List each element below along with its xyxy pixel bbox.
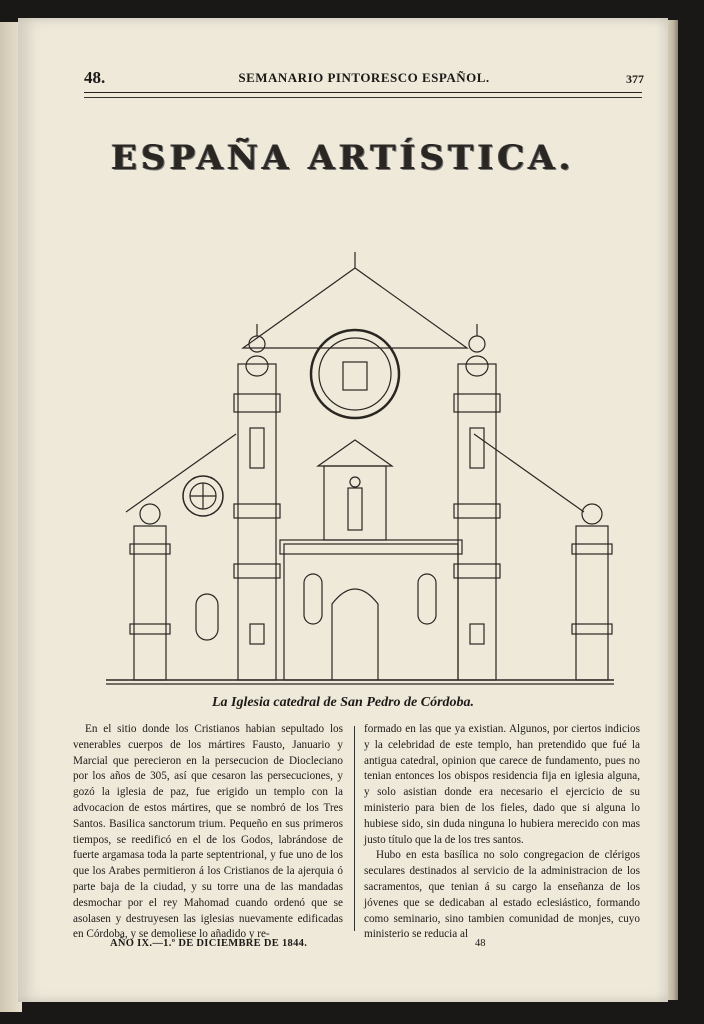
portal [284, 544, 458, 680]
left-tower [238, 364, 276, 680]
paragraph: formado en las que ya existian. Algunos, por ciertos indicios y la celebridad de este templo, han pretendido que fué la antigua catedral, opinion que carece de fundamento, pues no tenian entonces los obispos residencia fija en iglesia alguna, y solo asistian donde era necesario el ejercicio de su ministerio para bien de los fieles, dado que si alguna lo hubiese sido, sin duda ninguna lo hubiera merecido con mas justo título que la de los tres santos. [364, 723, 640, 846]
engraving-caption: La Iglesia catedral de San Pedro de Córdoba. [211, 695, 475, 710]
cathedral-engraving [106, 244, 614, 692]
right-pinnacle-tower [576, 526, 608, 680]
header-rule-thin [84, 97, 642, 98]
page-footer [110, 938, 580, 954]
section-title: ESPAÑA ARTÍSTICA. [111, 138, 575, 178]
magazine-title: SEMANARIO PINTORESCO ESPAÑOL. [238, 70, 490, 85]
right-tower [458, 364, 496, 680]
body-text [73, 722, 643, 941]
magazine-page [18, 18, 668, 1002]
header-rule [84, 92, 642, 93]
left-column [73, 722, 343, 943]
issue-date: AÑO IX.—1.º DE DICIEMBRE DE 1844. [110, 938, 308, 949]
signature-mark: 48 [475, 938, 486, 949]
main-doorway [332, 589, 378, 680]
running-header [84, 68, 644, 94]
issue-number: 48. [84, 68, 106, 87]
pediment-gable [243, 268, 467, 348]
column-divider [354, 726, 355, 931]
page-number: 377 [626, 72, 644, 86]
paragraph: En el sitio donde los Cristianos habian sepultado los venerables cuerpos de los mártires Fausto, Januario y Marcial que perecieron en la persecucion de Diocleciano por los años de 305, así que cesaron las persecuciones, y gozó la iglesia de paz, fue erigido un templo con la advocacion de estos mártires, que se nombró de los Tres Santos. Basilica sanctorum trium. Pequeño en sus primeros tiempos, se reedificó en el de los Godos, labrándose de fuerte argamasa toda la parte septentrional, y fue uno de los que los Arabes permitieron á los Cristianos de la ajerquia ó parte baja de la ciudad, y su torre una de las mandadas desmochar por el rey Mahomad cuando ordenó que se asolasen y destruyesen las iglesias nuevamente edificadas en Córdoba, y se demoliese lo añadido y re- [73, 723, 343, 941]
rose-window [311, 330, 399, 418]
right-column [364, 722, 640, 943]
left-pinnacle-tower [134, 526, 166, 680]
paragraph: Hubo en esta basílica no solo congregacion de clérigos seculares destinados al servicio de la administracion de los sacramentos, que tenian á su cargo la enseñanza de los jóvenes que se dedicaban al estado eclesiástico, formando como seminario, sino tambien comunidad de monjes, cuyo ministerio se reducia al [364, 849, 640, 941]
